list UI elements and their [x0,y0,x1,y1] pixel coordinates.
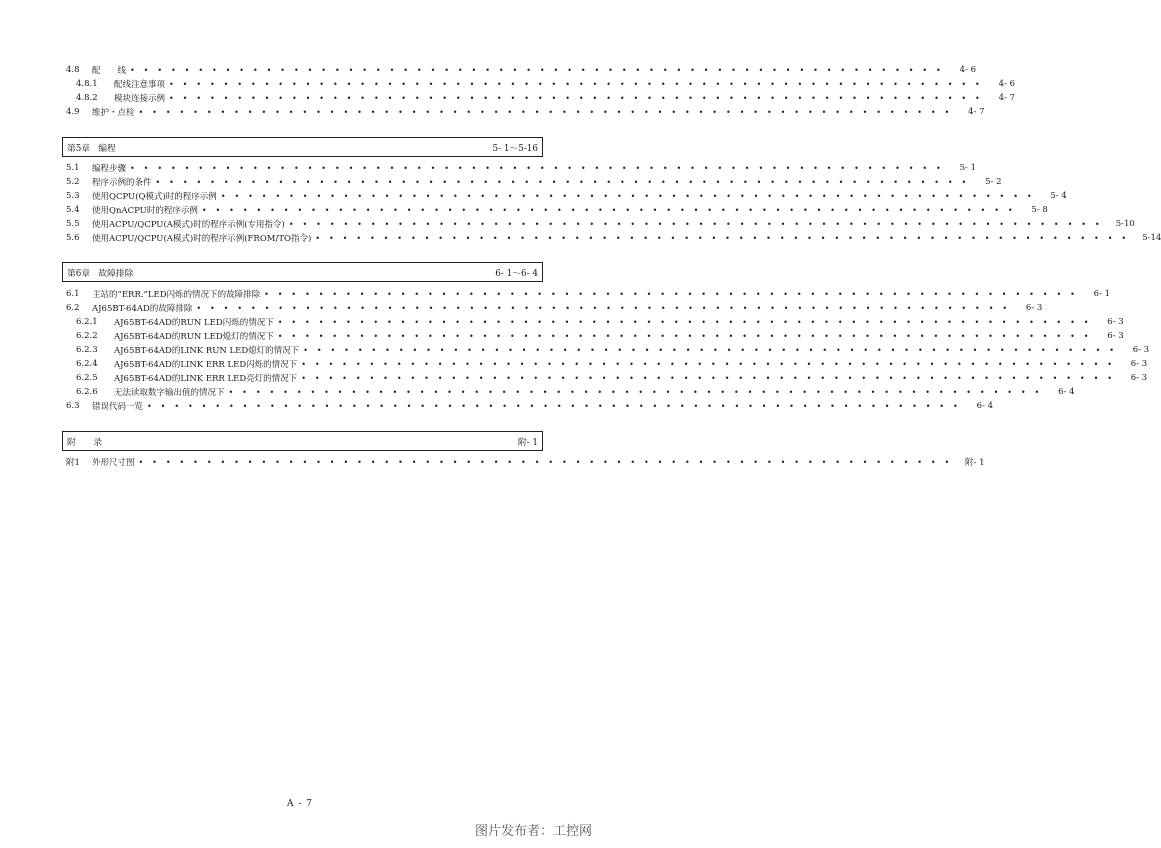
toc-page [62,0,1161,848]
toc-entry-title: 程序示例的条件 [92,178,152,188]
toc-entry-title: AJ65BT-64AD的LINK ERR LED闪烁的情况下 [114,360,298,370]
leader-dots: • • • • • • • • • • • • • • • • • • • • • • • • • • • • • • • • • • • • • • • • • • • • • • • • • • • • • • • • • • • • [138,457,953,467]
toc-entry-page: 6- 3 [1130,373,1148,383]
leader-dots: • • • • • • • • • • • • • • • • • • • • • • • • • • • • • • • • • • • • • • • • • • • • • • • • • • • • • • • • • • • • [196,303,1011,313]
chapter-title: 故障排除 [98,268,134,279]
leader-dots: • • • • • • • • • • • • • • • • • • • • • • • • • • • • • • • • • • • • • • • • • • • • • • • • • • • • • • • • • • • • [277,331,1092,341]
toc-entry [62,371,1148,385]
leader-dots: • • • • • • • • • • • • • • • • • • • • • • • • • • • • • • • • • • • • • • • • • • • • • • • • • • • • • • • • • • • • [315,233,1130,243]
toc-entry-title: AJ65BT-64AD的RUN LED熄灯的情况下 [114,332,274,342]
toc-entry-title: AJ65BT-64AD的RUN LED闪烁的情况下 [114,318,274,328]
toc-entry-number: 6.2.3 [76,345,98,355]
toc-entry [62,343,1150,357]
appendix-page-range: 附- 1 [517,437,538,448]
toc-entry-page: 6- 4 [976,401,993,411]
toc-entry-title: 错误代码一览 [92,402,144,412]
leader-dots: • • • • • • • • • • • • • • • • • • • • • • • • • • • • • • • • • • • • • • • • • • • • • • • • • • • • • • • • • • • • [155,177,970,187]
toc-entry [62,329,1124,343]
toc-entry-number: 5.3 [66,191,80,201]
toc-entry-title: AJ65BT-64AD的故障排除 [92,304,193,314]
leader-dots: • • • • • • • • • • • • • • • • • • • • • • • • • • • • • • • • • • • • • • • • • • • • • • • • • • • • • • • • • • • • [288,219,1103,229]
chapter-5-header [62,137,543,157]
toc-entry [62,77,1015,91]
toc-entry-number: 附1 [66,458,80,468]
toc-entry-title: 无法读取数字输出值的情况下 [114,388,225,398]
toc-entry-number: 4.9 [66,107,80,117]
toc-entry-title: 配 线 [92,66,127,76]
toc-entry-number: 6.3 [66,401,80,411]
toc-entry [62,175,1002,189]
toc-entry [62,315,1124,329]
toc-entry [62,357,1148,371]
page-number: A - 7 [287,799,313,809]
toc-entry-title: 编程步骤 [92,164,127,174]
leader-dots: • • • • • • • • • • • • • • • • • • • • • • • • • • • • • • • • • • • • • • • • • • • • • • • • • • • • • • • • • • • • [130,163,944,173]
toc-entry-page: 4- 6 [998,79,1015,89]
toc-entry-page: 5- 4 [1050,191,1067,201]
toc-entry [62,63,976,77]
leader-dots: • • • • • • • • • • • • • • • • • • • • • • • • • • • • • • • • • • • • • • • • • • • • • • • • • • • • • • • • • • • • [220,191,1035,201]
leader-dots: • • • • • • • • • • • • • • • • • • • • • • • • • • • • • • • • • • • • • • • • • • • • • • • • • • • • • • • • • • • • [301,373,1116,383]
toc-entry [62,399,993,413]
toc-entry-page: 5-10 [1115,219,1135,229]
toc-entry-number: 6.1 [66,289,80,299]
toc-entry-number: 5.5 [66,219,80,229]
leader-dots: • • • • • • • • • • • • • • • • • • • • • • • • • • • • • • • • • • • • • • • • • • • • • • • • • • • • • • • • • • • • [264,289,1079,299]
toc-entry [62,105,985,119]
toc-entry-number: 6.2 [66,303,80,313]
toc-entry-page: 6- 3 [1130,359,1148,369]
toc-entry-title: 配线注意事项 [114,80,166,90]
toc-entry-title: 维护・点检 [92,108,135,118]
toc-entry-page: 5- 2 [985,177,1002,187]
toc-entry-number: 4.8.2 [76,93,98,103]
toc-entry-page: 6- 1 [1093,289,1111,299]
toc-entry-page: 5-14 [1142,233,1161,243]
chapter-page-range: 6- 1～6- 4 [495,268,538,279]
toc-entry [62,301,1043,315]
toc-entry [62,91,1015,105]
toc-entry-page: 4- 7 [998,93,1015,103]
toc-entry [62,287,1111,301]
toc-entry-title: 使用QCPU(Q模式)时的程序示例 [92,192,217,202]
toc-entry-title: 模块连接示例 [114,94,166,104]
leader-dots: • • • • • • • • • • • • • • • • • • • • • • • • • • • • • • • • • • • • • • • • • • • • • • • • • • • • • • • • • • • • [147,401,961,411]
toc-entry-page: 5- 1 [959,163,976,173]
toc-entry-title: 外形尺寸图 [92,458,135,468]
leader-dots: • • • • • • • • • • • • • • • • • • • • • • • • • • • • • • • • • • • • • • • • • • • • • • • • • • • • • • • • • • • • [301,359,1116,369]
leader-dots: • • • • • • • • • • • • • • • • • • • • • • • • • • • • • • • • • • • • • • • • • • • • • • • • • • • • • • • • • • • • [169,93,983,103]
watermark: 图片发布者：工控网 [474,824,592,839]
toc-entry-page: 6- 4 [1058,387,1075,397]
toc-entry-number: 6.2.1 [76,317,98,327]
toc-entry [62,161,976,175]
toc-entry [62,231,1161,245]
toc-entry-number: 4.8 [66,65,80,75]
toc-entry-page: 6- 3 [1025,303,1043,313]
toc-entry-title: AJ65BT-64AD的LINK RUN LED熄灯的情况下 [114,346,300,356]
appendix-header [62,431,543,451]
toc-entry-number: 5.2 [66,177,80,187]
toc-entry-page: 6- 3 [1107,317,1124,327]
toc-entry-number: 5.1 [66,163,80,173]
toc-entry-page: 附- 1 [965,458,985,468]
toc-entry [62,189,1067,203]
toc-entry-number: 6.2.2 [76,331,98,341]
toc-entry [62,203,1048,217]
toc-entry-number: 6.2.6 [76,387,98,397]
leader-dots: • • • • • • • • • • • • • • • • • • • • • • • • • • • • • • • • • • • • • • • • • • • • • • • • • • • • • • • • • • • • [169,79,983,89]
toc-entry-page: 5- 8 [1031,205,1048,215]
chapter-label: 第6章 [67,268,91,279]
leader-dots: • • • • • • • • • • • • • • • • • • • • • • • • • • • • • • • • • • • • • • • • • • • • • • • • • • • • • • • • • • • • [130,65,944,75]
leader-dots: • • • • • • • • • • • • • • • • • • • • • • • • • • • • • • • • • • • • • • • • • • • • • • • • • • • • • • • • • • • • [277,317,1092,327]
toc-entry-number: 4.8.1 [76,79,98,89]
toc-entry-page: 6- 3 [1132,345,1150,355]
toc-entry-title: 主站的“ERR.”LED闪烁的情况下的故障排除 [92,290,261,300]
toc-entry-page: 6- 3 [1107,331,1124,341]
toc-entry-title: AJ65BT-64AD的LINK ERR LED亮灯的情况下 [114,374,298,384]
toc-entry-title: 使用ACPU/QCPU(A模式)时的程序示例(专用指令) [92,220,285,230]
appendix-label: 附 录 [67,437,103,448]
leader-dots: • • • • • • • • • • • • • • • • • • • • • • • • • • • • • • • • • • • • • • • • • • • • • • • • • • • • • • • • • • • • [138,107,953,117]
toc-entry-number: 6.2.4 [76,359,98,369]
chapter-page-range: 5- 1～5-16 [492,143,538,154]
toc-entry [62,385,1075,399]
leader-dots: • • • • • • • • • • • • • • • • • • • • • • • • • • • • • • • • • • • • • • • • • • • • • • • • • • • • • • • • • • • • [201,205,1016,215]
toc-entry [62,217,1135,231]
leader-dots: • • • • • • • • • • • • • • • • • • • • • • • • • • • • • • • • • • • • • • • • • • • • • • • • • • • • • • • • • • • • [303,345,1118,355]
toc-entry-number: 6.2.5 [76,373,98,383]
leader-dots: • • • • • • • • • • • • • • • • • • • • • • • • • • • • • • • • • • • • • • • • • • • • • • • • • • • • • • • • • • • • [228,387,1043,397]
chapter-title: 编程 [98,143,116,154]
toc-entry-number: 5.4 [66,205,80,215]
toc-entry-page: 4- 6 [959,65,976,75]
toc-entry-title: 使用ACPU/QCPU(A模式)时的程序示例(FROM/TO指令) [92,234,312,244]
toc-entry-number: 5.6 [66,233,80,243]
toc-entry-page: 4- 7 [968,107,985,117]
toc-entry-title: 使用QnACPU时的程序示例 [92,206,198,216]
chapter-6-header [62,262,543,282]
toc-entry [62,455,985,469]
chapter-label: 第5章 [67,143,91,154]
